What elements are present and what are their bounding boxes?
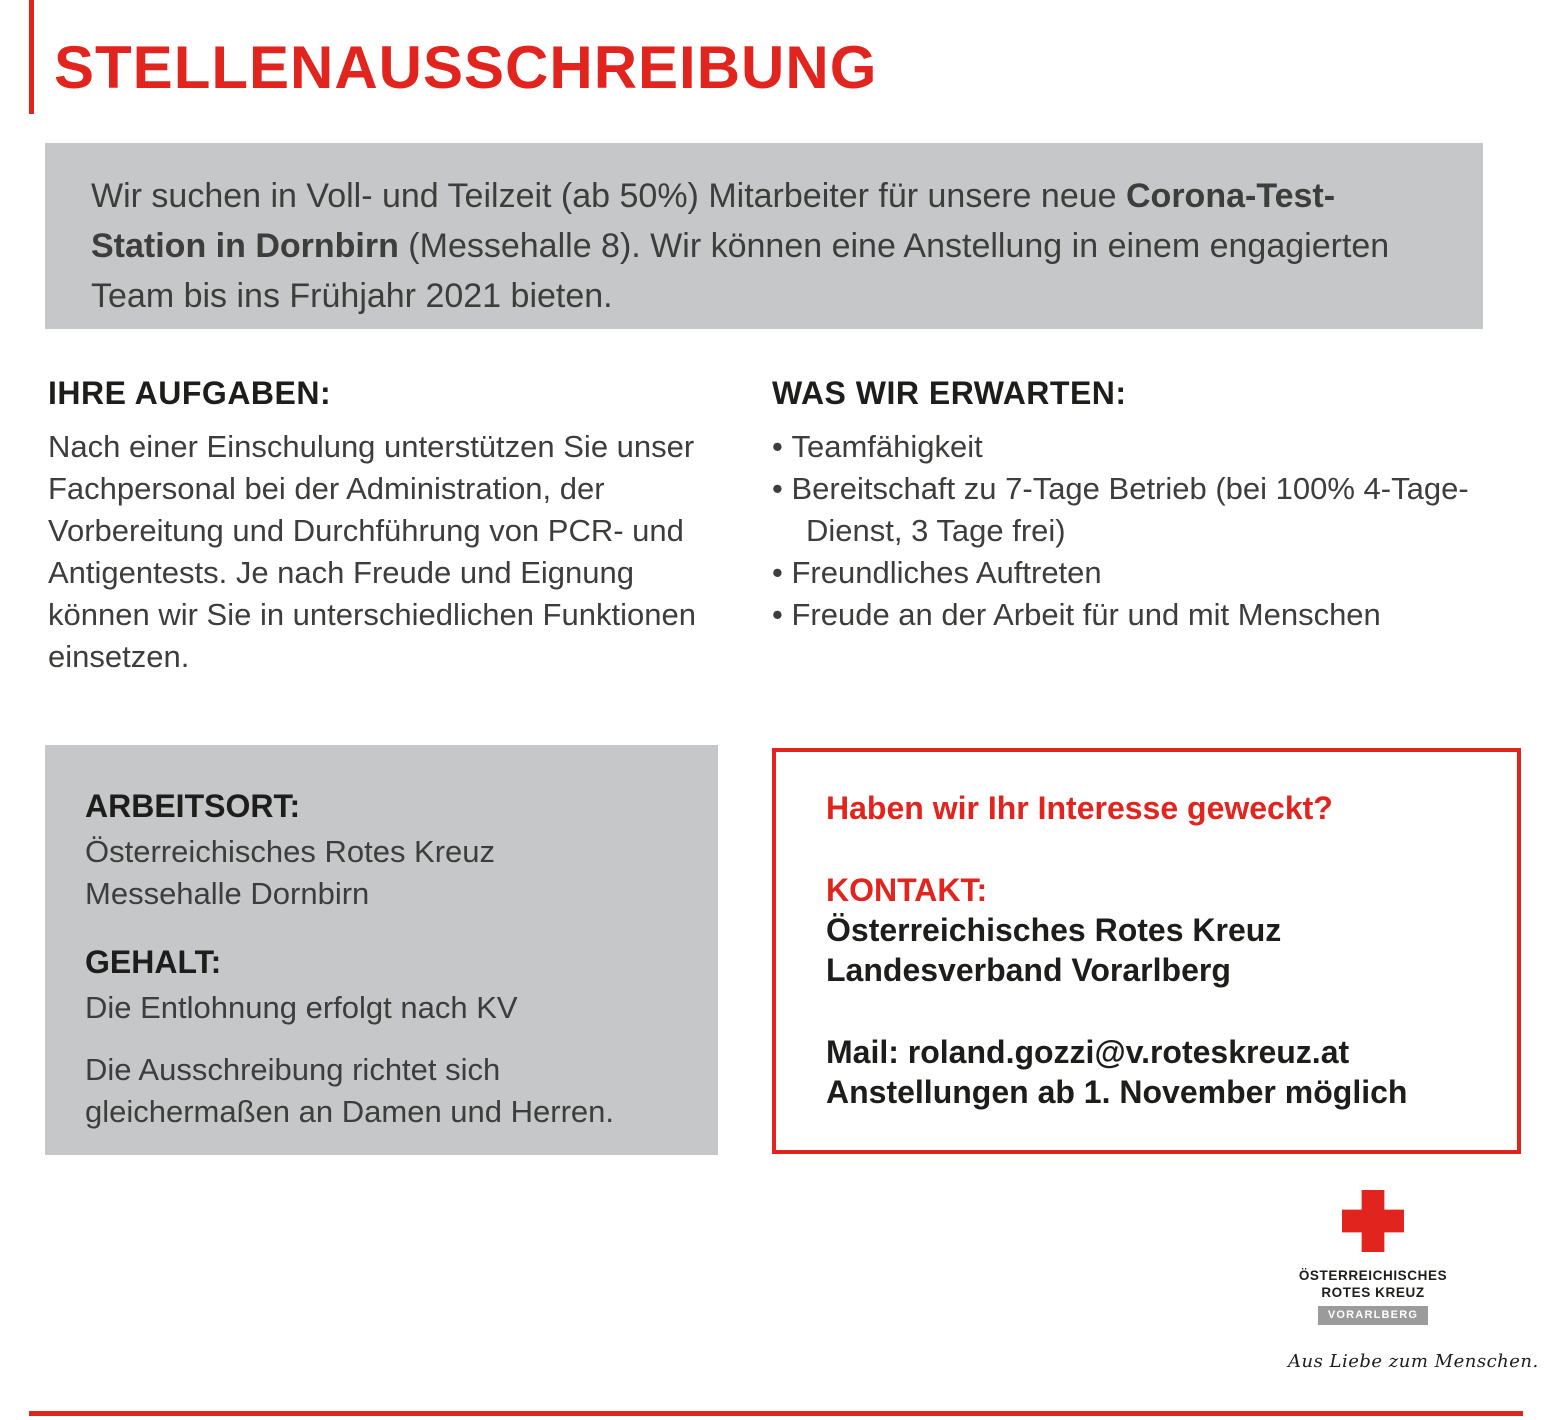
list-item: • Bereitschaft zu 7-Tage Betrieb (bei 100% 4-Tage-Dienst, 3 Tage frei) (772, 468, 1472, 552)
intro-text (91, 171, 1443, 321)
intro-text-before: Wir suchen in Voll- und Teilzeit (ab 50%) Mitarbeiter für unsere neue (91, 177, 1126, 215)
list-item: • Freude an der Arbeit für und mit Menschen (772, 594, 1472, 636)
salary-line: Die Entlohnung erfolgt nach KV (85, 990, 518, 1025)
equality-note: Die Ausschreibung richtet sich gleichermaßen an Damen und Herren. (85, 1052, 614, 1129)
intro-text-bold: Corona-Test-Station in Dornbirn (91, 177, 1336, 265)
logo-tagline: Aus Liebe zum Menschen. (1288, 1351, 1539, 1372)
expectations-list (772, 426, 1472, 636)
location-line: Messehalle Dornbirn (85, 876, 370, 911)
logo-org-line: ROTES KREUZ (1321, 1285, 1425, 1300)
logo-org-line: ÖSTERREICHISCHES (1298, 1268, 1448, 1283)
expectations-section (772, 372, 1472, 636)
tasks-heading: IHRE AUFGABEN: (48, 375, 332, 411)
tasks-body: Nach einer Einschulung unterstützen Sie unser Fachpersonal bei der Administration, der Vorbereitung und Durchführung von PCR- und Antigentests. Je nach Freude und Eignung können wir Sie in unterschiedlichen Funktionen einsetzen. (48, 429, 696, 674)
contact-start-line: Anstellungen ab 1. November möglich (826, 1074, 1408, 1110)
contact-heading: KONTAKT: (826, 872, 988, 908)
contact-box (772, 748, 1521, 1154)
details-box (45, 745, 718, 1155)
page-title: STELLENAUSSCHREIBUNG (54, 34, 878, 101)
tasks-section (48, 372, 718, 678)
contact-org-line: Landesverband Vorarlberg (826, 952, 1231, 988)
location-heading: ARBEITSORT: (85, 788, 301, 824)
expectations-heading: WAS WIR ERWARTEN: (772, 375, 1127, 411)
left-border-accent (29, 0, 34, 114)
bottom-border-accent (29, 1411, 1523, 1416)
intro-box (45, 143, 1483, 329)
contact-mail-line: Mail: roland.gozzi@v.roteskreuz.at (826, 1034, 1350, 1070)
contact-org-line: Österreichisches Rotes Kreuz (826, 912, 1282, 948)
salary-heading: GEHALT: (85, 944, 222, 980)
interest-line: Haben wir Ihr Interesse geweckt? (826, 790, 1333, 826)
list-item: • Freundliches Auftreten (772, 552, 1472, 594)
red-cross-icon (1342, 1190, 1404, 1252)
intro-text-after: (Messehalle 8). Wir können eine Anstellung in einem engagierten Team bis ins Frühjahr 2021 bieten. (91, 227, 1390, 315)
red-cross-logo (1288, 1190, 1539, 1372)
region-badge: VORARLBERG (1318, 1306, 1428, 1325)
location-line: Österreichisches Rotes Kreuz (85, 834, 496, 869)
list-item: • Teamfähigkeit (772, 426, 1472, 468)
